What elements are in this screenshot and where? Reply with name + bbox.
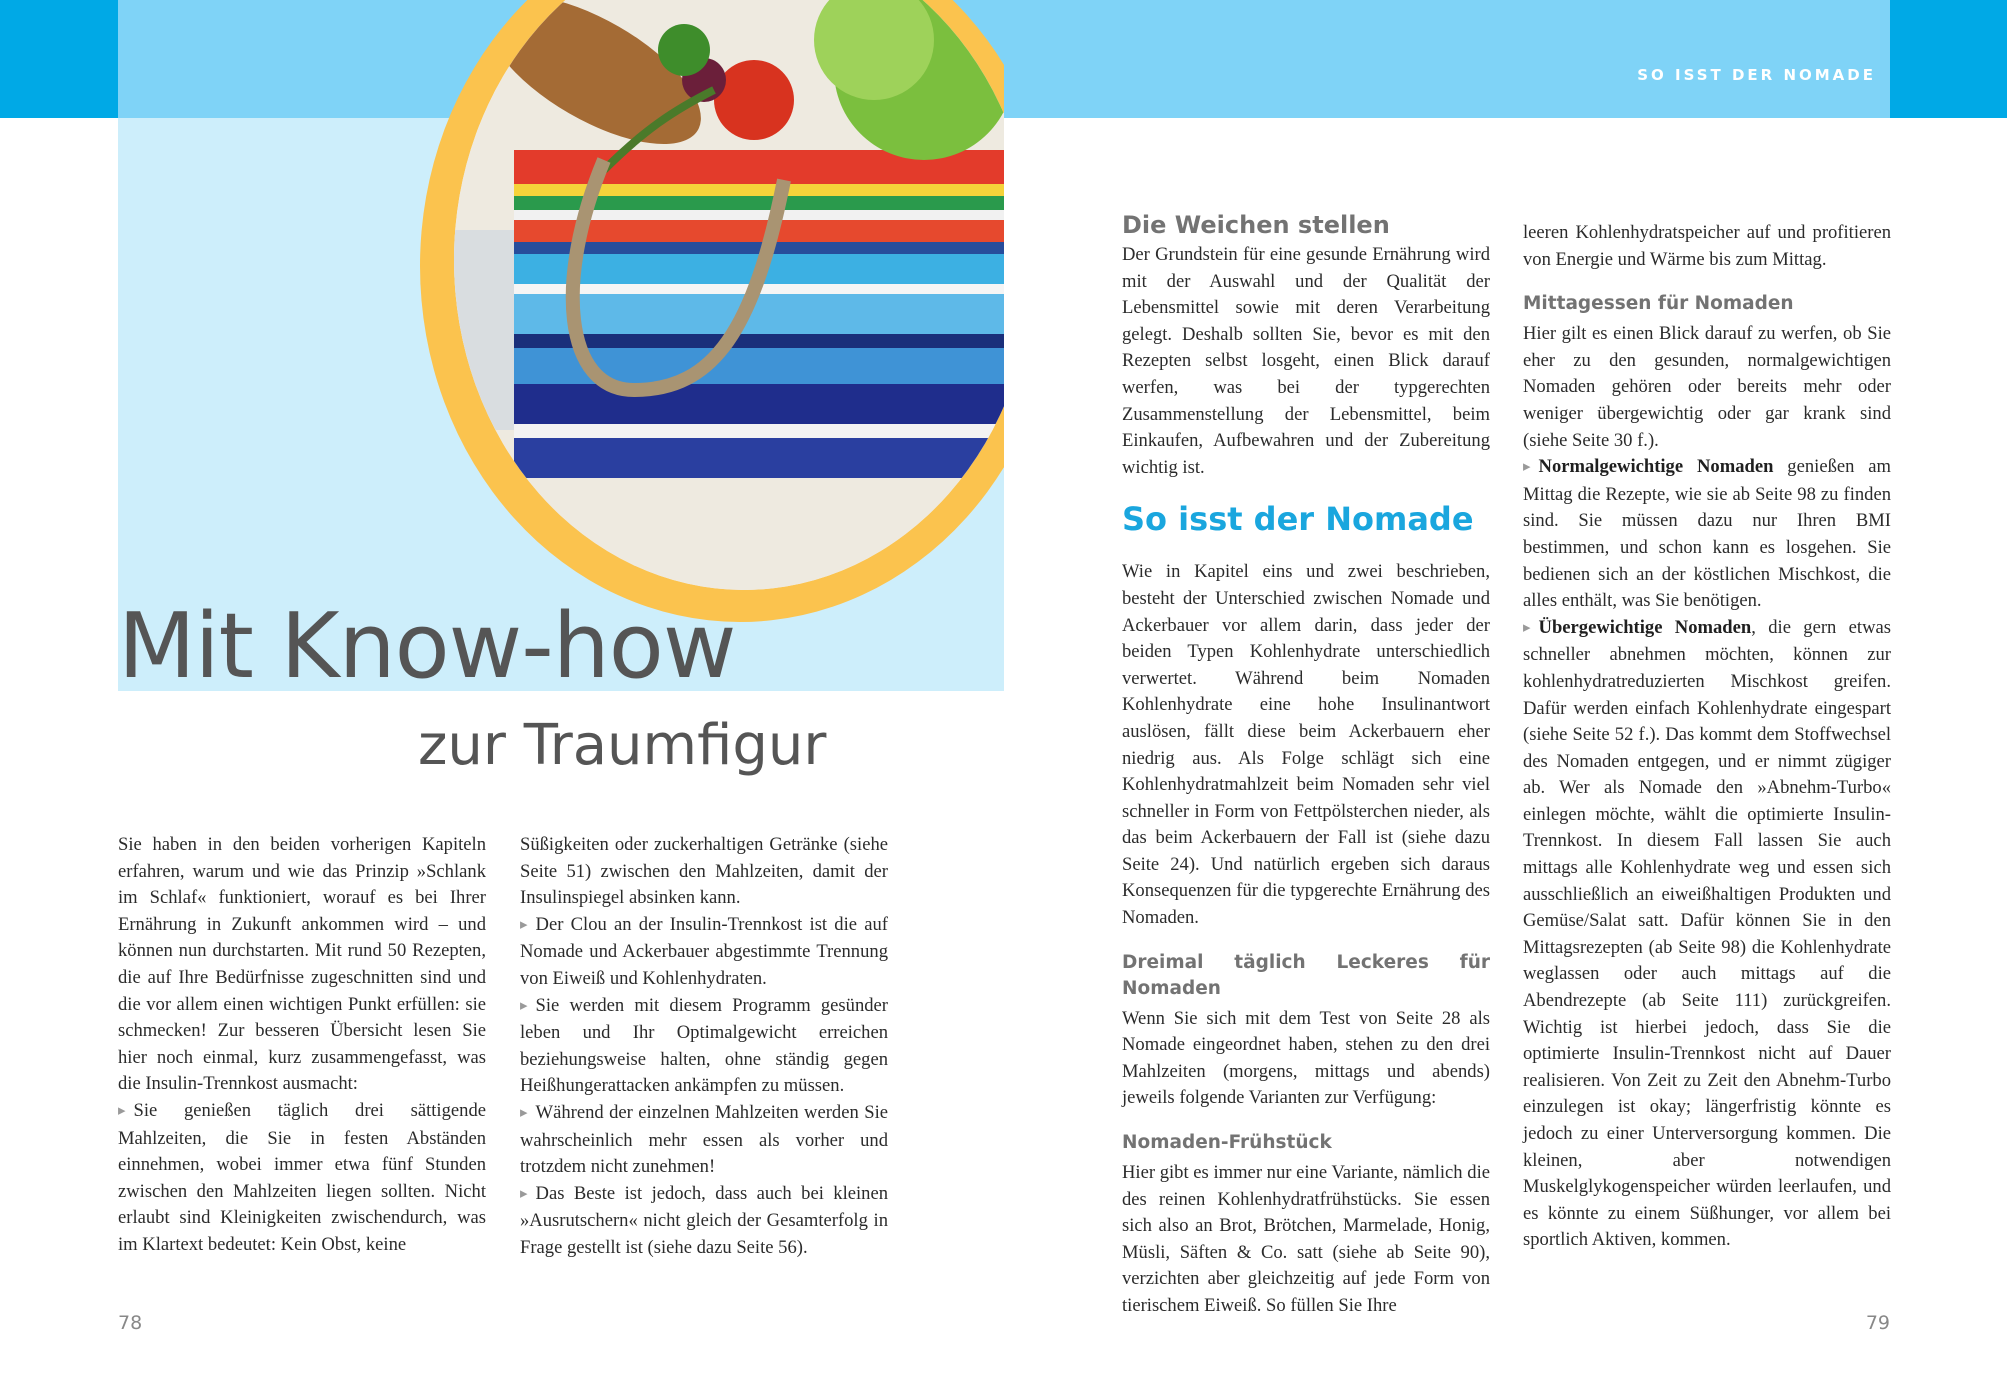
chapter-title: Mit Know-how xyxy=(118,594,736,699)
bullet-item: ▸ Das Beste ist jedoch, dass auch bei kleinen »Ausrutschern« nicht gleich der Gesamterfolg in Frage gestellt ist (siehe dazu Seite 56). xyxy=(520,1181,888,1262)
subheading: Nomaden-Frühstück xyxy=(1122,1132,1332,1154)
bullet-item: ▸ Sie werden mit diesem Programm gesünder leben und Ihr Optimalgewicht erreichen beziehungsweise halten, ohne ständig gegen Heißhungerattacken ankämpfen zu müssen. xyxy=(520,993,888,1100)
page-number-left: 78 xyxy=(118,1312,143,1334)
text-column-2 xyxy=(520,832,888,1262)
bullet-item: ▸ Während der einzelnen Mahlzeiten werden Sie wahrscheinlich mehr essen als vorher und trotzdem nicht zunehmen! xyxy=(520,1100,888,1181)
paragraph: Der Grundstein für eine gesunde Ernährung wird mit der Auswahl und der Qualität der Lebensmittel sowie mit deren Verarbeitung gelegt. Deshalb sollten Sie, bevor es mit den Rezepten selbst losgeht, einen Blick darauf werfen, was bei der typgerechten Zusammenstellung der Lebensmittel, beim Einkaufen, Aufbewahren und der Zubereitung wichtig ist. xyxy=(1122,244,1490,478)
paragraph: Hier gilt es einen Blick darauf zu werfen, ob Sie eher zu den gesunden, normalgewichtigen Nomaden gehören oder bereits mehr oder weniger übergewichtig oder gar krank sind (siehe Seite 30 f.). xyxy=(1523,323,1891,451)
text-column-1 xyxy=(118,832,486,1259)
paragraph: Hier gibt es immer nur eine Variante, nämlich die des reinen Kohlenhydratfrühstücks. Sie essen sich also an Brot, Brötchen, Marmelade, Honig, Müsli, Säften & Co. satt (siehe ab Seite 90), verzichten aber gleichzeitig auf jede Form von tierischem Eiweiß. So füllen Sie Ihre xyxy=(1122,1162,1490,1316)
bullet-text: genießen am Mittag die Rezepte, wie sie ab Seite 98 zu finden sind. Sie müssen dazu nur Ihren BMI bestimmen, und schon kann es losgehen. Sie bedienen sich an der köstlichen Mischkost, die alles enthält, was Sie benötigen. xyxy=(1523,456,1892,612)
text-column-4 xyxy=(1523,220,1891,1254)
bullet-lead: Übergewichtige Nomaden xyxy=(1538,616,1752,638)
subheading: Dreimal täglich Leckeres für Nomaden xyxy=(1122,951,1490,999)
chapter-subtitle: zur Traumfigur xyxy=(418,713,827,778)
intro-paragraph: Sie haben in den beiden vorherigen Kapiteln erfahren, warum und wie das Prinzip »Schlank im Schlaf« funktioniert, worauf es bei Ihrer Ernährung in Zukunft ankommen wird – und können nun durchstarten. Mit rund 50 Rezepten, die auf Ihre Bedürfnisse zugeschnitten sind und die vor allem einen wichtigen Punkt erfüllen: sie schmecken! Zur besseren Übersicht lesen Sie hier noch einmal, kurz zusammengefasst, was die Insulin-Trennkost ausmacht: xyxy=(118,834,486,1095)
page-number-right: 79 xyxy=(1865,1312,1890,1334)
bullet-item xyxy=(1523,454,1891,615)
continued-paragraph: Süßigkeiten oder zuckerhaltigen Getränke (siehe Seite 51) zwischen den Mahlzeiten, damit der Insulinspiegel absinken kann. xyxy=(520,834,888,909)
header-band-right xyxy=(1004,0,1890,118)
paragraph: Wenn Sie sich mit dem Test von Seite 28 als Nomade eingeordnet haben, stehen zu den drei Mahlzeiten (morgens, mittags und abends) jeweils folgende Varianten zur Verfügung: xyxy=(1122,1007,1490,1109)
bullet-item xyxy=(1523,615,1891,1254)
paragraph: Wie in Kapitel eins und zwei beschrieben, besteht der Unterschied zwischen Nomade und Ackerbauer vor allem darin, dass jeder der beiden Typen Kohlenhydrate unterschiedlich verwertet. Während beim Nomaden Kohlenhydrate eine hohe Insulinantwort auslösen, fällt diese beim Ackerbauern eher niedrig aus. Als Folge schlägt sich eine Kohlenhydratmahlzeit beim Nomaden sehr viel schneller in Form von Fettpölsterchen nieder, als das beim Ackerbauern der Fall ist (siehe dazu Seite 24). Und natürlich ergeben sich daraus Konsequenzen für die typgerechte Ernährung des Nomaden. xyxy=(1122,561,1490,929)
corner-block-left xyxy=(0,0,118,118)
subheading: Mittagessen für Nomaden xyxy=(1523,293,1794,315)
continued-paragraph: leeren Kohlenhydratspeicher auf und profitieren von Energie und Wärme bis zum Mittag. xyxy=(1523,222,1891,270)
bullet-item: ▸ Sie genießen täglich drei sättigende Mahlzeiten, die Sie in festen Abständen einnehmen, wobei immer etwa fünf Stunden zwischen den Mahlzeiten liegen sollten. Nicht erlaubt sind Kleinigkeiten zwischendurch, was im Klartext bedeutet: Kein Obst, keine xyxy=(118,1098,486,1259)
bullet-text: , die gern etwas schneller abnehmen möchten, können zur kohlenhydratreduzierten Mischkost greifen. Dafür werden einfach Kohlenhydrate eingespart (siehe Seite 52 f.). Das kommt dem Stoffwechsel des Nomaden entgegen, und er nimmt zügiger ab. Wer als Nomade den »Abnehm-Turbo« einlegen möchte, wählt die optimierte Insulin-Trennkost. In diesem Fall lassen Sie auch mittags alle Kohlenhydrate weg und essen sich ausschließlich an eiweißhaltigen Produkten und Gemüse/Salat satt. Dafür können Sie in den Mittagsrezepten (ab Seite 98) die Kohlenhydrate weglassen oder auch mittags auf die Abendrezepte (ab Seite 111) zurückgreifen. Wichtig ist hierbei jedoch, dass Sie die optimierte Insulin-Trennkost nicht auf Dauer realisieren. Von Zeit zu Zeit den Abnehm-Turbo einzulegen ist okay; längerfristig könnte es jedoch zu einer Unterversorgung kommen. Die kleinen, aber notwendigen Muskelglykogenspeicher würden leerlaufen, und es könnte zu einem Süßhunger, vor allem bei sportlich Aktiven, kommen. xyxy=(1523,616,1892,1251)
corner-block-right xyxy=(1890,0,2007,118)
bullet-lead: Normalgewichtige Nomaden xyxy=(1538,456,1774,478)
bullet-item: ▸ Der Clou an der Insulin-Trennkost ist die auf Nomade und Ackerbauer abgestimmte Trennung von Eiweiß und Kohlenhydraten. xyxy=(520,912,888,993)
photo-frame xyxy=(420,0,1004,622)
text-column-3 xyxy=(1122,210,1490,1320)
running-head: SO ISST DER NOMADE xyxy=(1637,66,1876,84)
section-heading: Die Weichen stellen xyxy=(1122,211,1390,239)
section-title: So isst der Nomade xyxy=(1122,500,1474,539)
